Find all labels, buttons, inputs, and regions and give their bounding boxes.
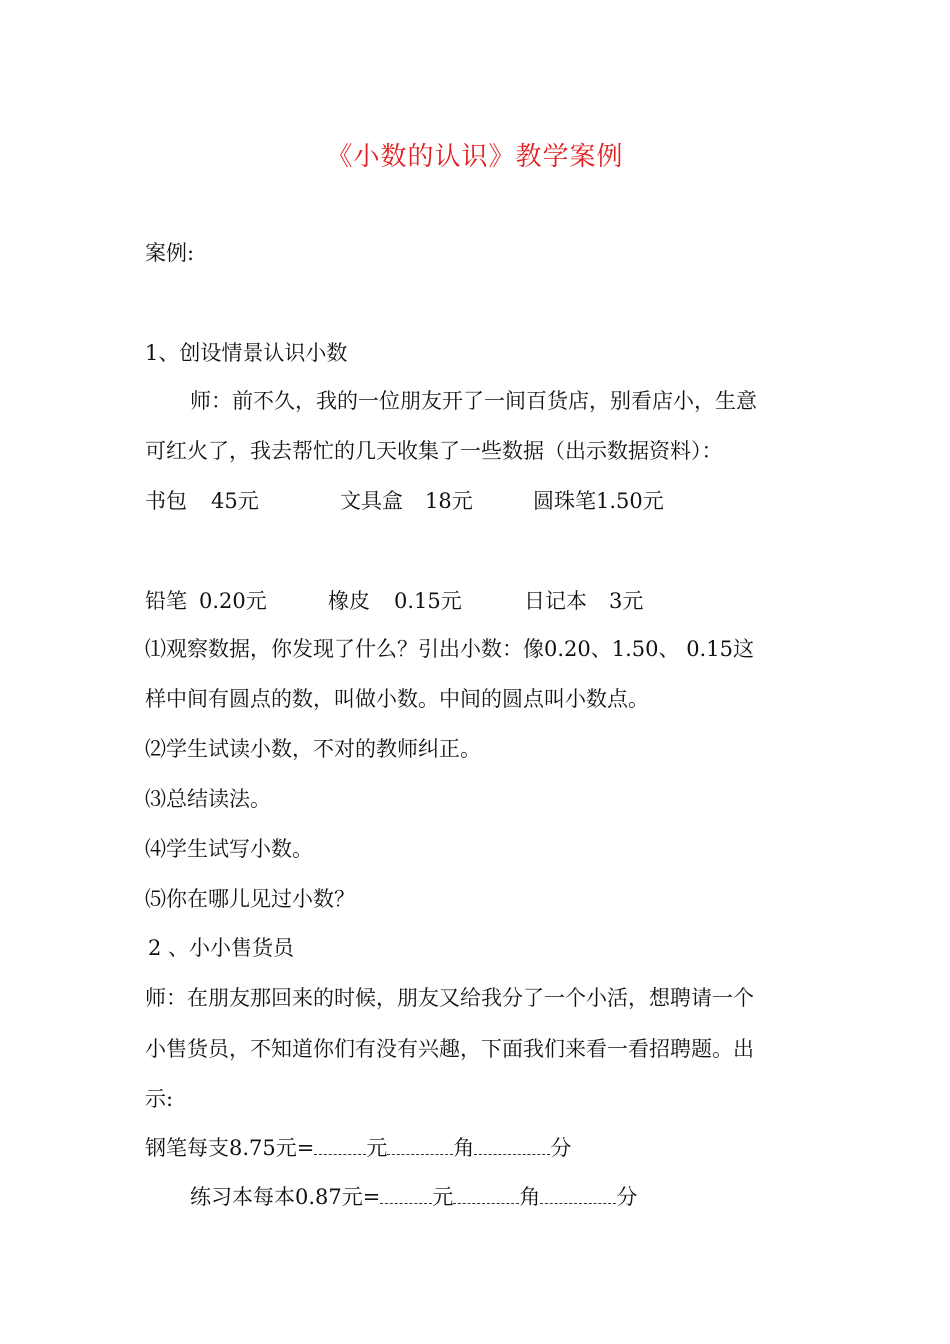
section1-heading: 1、创设情景认识小数 <box>145 341 348 365</box>
item-price: 18元 <box>425 489 473 513</box>
unit-label: 角 <box>519 1185 541 1209</box>
item-row-2 <box>145 586 267 616</box>
answer-blank[interactable] <box>380 1185 432 1204</box>
step4: ⑷学生试写小数。 <box>145 837 313 861</box>
item-name: 文具盒 <box>340 489 403 513</box>
item-name: 书包 <box>145 489 187 513</box>
item-row-2-b <box>328 586 462 616</box>
section1-para-line2: 可红火了，我去帮忙的几天收集了一些数据（出示数据资料）： <box>145 439 723 463</box>
answer-blank[interactable] <box>387 1136 453 1155</box>
item-row-2-c <box>524 586 643 616</box>
item-price: 3元 <box>609 589 644 613</box>
item-row-1 <box>145 486 259 516</box>
document-title: 《小数的认识》教学案例 <box>326 142 624 172</box>
step3: ⑶总结读法。 <box>145 787 271 811</box>
exercise-2 <box>190 1182 637 1212</box>
item-name: 圆珠笔 <box>533 489 596 513</box>
answer-blank[interactable] <box>453 1185 519 1204</box>
section2-para-line1: 师：在朋友那回来的时候，朋友又给我分了一个小活，想聘请一个 <box>145 986 754 1010</box>
exercise-prefix: 练习本每本0.87元= <box>190 1185 381 1209</box>
exercise-prefix: 钢笔每支8.75元= <box>145 1136 315 1160</box>
item-row-1-b <box>340 486 473 516</box>
step5: ⑸你在哪儿见过小数？ <box>145 887 355 911</box>
step2: ⑵学生试读小数，不对的教师纠正。 <box>145 737 481 761</box>
item-name: 橡皮 <box>328 589 370 613</box>
item-price: 1.50元 <box>596 489 664 513</box>
unit-label: 元 <box>366 1136 388 1160</box>
unit-label: 元 <box>432 1185 454 1209</box>
section2-heading: 2 、小小售货员 <box>148 936 295 960</box>
step1-line1: ⑴观察数据，你发现了什么？引出小数：像0.20、1.50、 0.15这 <box>145 637 754 661</box>
section2-para-line2: 小售货员，不知道你们有没有兴趣，下面我们来看一看招聘题。出 <box>145 1037 754 1061</box>
item-price: 0.20元 <box>199 589 267 613</box>
answer-blank[interactable] <box>540 1185 616 1204</box>
section1-para-line1: 师：前不久，我的一位朋友开了一间百货店，别看店小，生意 <box>190 389 757 413</box>
item-row-1-c <box>533 486 664 516</box>
case-label: 案例: <box>145 241 195 265</box>
answer-blank[interactable] <box>474 1136 550 1155</box>
exercise-1 <box>145 1133 571 1163</box>
answer-blank[interactable] <box>314 1136 366 1155</box>
item-price: 45元 <box>211 489 259 513</box>
item-price: 0.15元 <box>394 589 462 613</box>
unit-label: 分 <box>550 1136 572 1160</box>
step1-line2: 样中间有圆点的数，叫做小数。中间的圆点叫小数点。 <box>145 687 649 711</box>
unit-label: 角 <box>453 1136 475 1160</box>
section2-para-line3: 示: <box>145 1087 174 1111</box>
item-name: 铅笔 <box>145 589 187 613</box>
item-name: 日记本 <box>524 589 587 613</box>
unit-label: 分 <box>616 1185 638 1209</box>
